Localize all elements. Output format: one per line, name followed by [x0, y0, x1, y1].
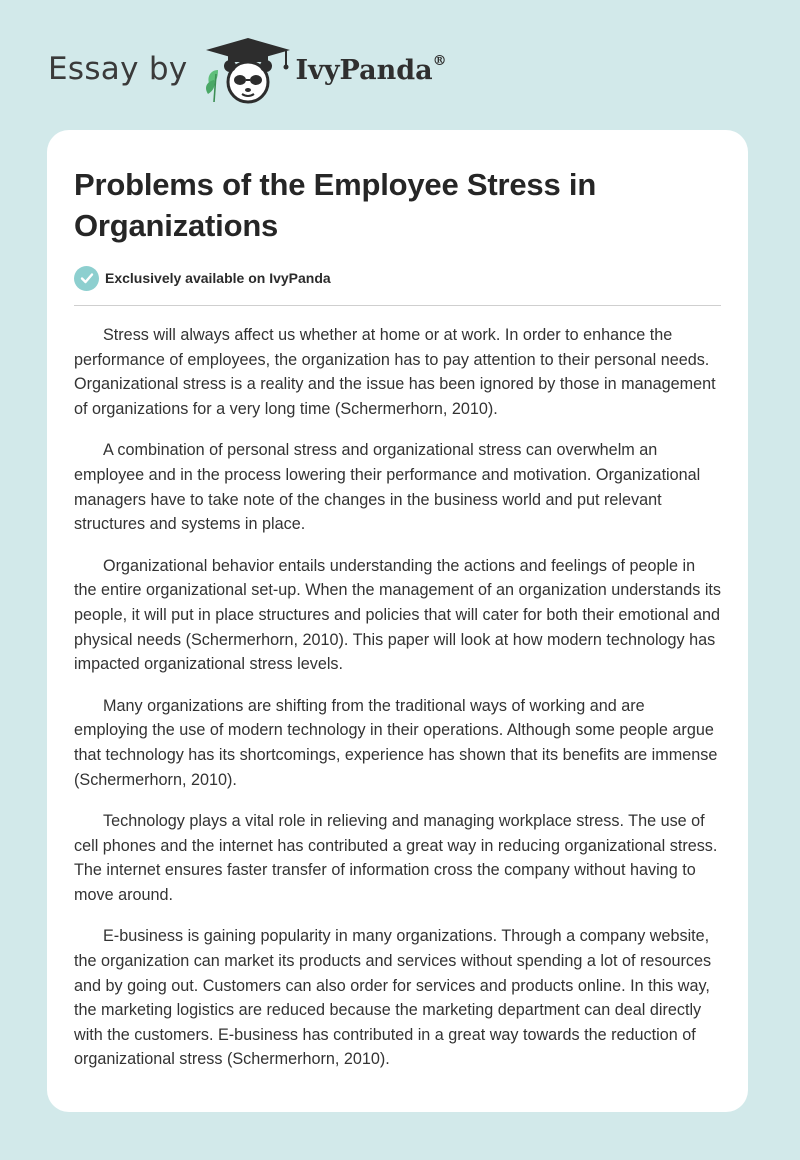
page-title: Problems of the Employee Stress in Organizations — [74, 167, 597, 243]
brand-name[interactable]: IvyPanda® — [295, 52, 447, 86]
exclusive-badge — [74, 265, 721, 291]
essay-body — [74, 323, 721, 1072]
divider — [74, 305, 721, 306]
paragraph: Technology plays a vital role in relieving and managing workplace stress. The use of cell phones and the internet has contributed a great way in reducing organizational stress. The internet ensures faster transfer of information cross the company without having to move around. — [74, 812, 718, 904]
panda-graduate-logo-icon[interactable] — [202, 36, 294, 106]
paragraph: Organizational behavior entails understanding the actions and feelings of people in the entire organizational set-up. When the management of an organization understands its people, it will put in place structures and policies that will cater for both their emotional and physical needs (Schermerhorn, 2010). This paper will look at how modern technology has impacted organizational stress levels. — [74, 556, 722, 674]
paragraph: Many organizations are shifting from the traditional ways of working and are employing the use of modern technology in their operations. Although some people argue that technology has its shortcomings, experience has shown that its benefits are immense (Schermerhorn, 2010). — [74, 696, 718, 789]
essay-by-label: Essay by — [48, 51, 188, 87]
paragraph: A combination of personal stress and organizational stress can overwhelm an employee and in the process lowering their performance and motivation. Organizational managers have to take note of the changes in the business world and put relevant structures and systems in place. — [74, 441, 701, 534]
paragraph: E-business is gaining popularity in many organizations. Through a company website, the organization can market its products and services without spending a lot of resources and by going out. Customers can also order for services and products online. In this way, the marketing logistics are reduced because the marketing department can deal directly with the customers. E-business has contributed in a great way towards the reduction of organizational stress (Schermerhorn, 2010). — [74, 927, 712, 1069]
site-header — [48, 36, 447, 106]
essay-card — [47, 130, 748, 1112]
exclusive-badge-label: Exclusively available on IvyPanda — [105, 270, 331, 286]
check-icon — [74, 266, 99, 291]
paragraph: Stress will always affect us whether at home or at work. In order to enhance the performance of employees, the organization has to pay attention to their personal needs. Organizational stress is a reality and the issue has been ignored by those in management of organizations for a very long time (Schermerhorn, 2010). — [74, 326, 716, 418]
